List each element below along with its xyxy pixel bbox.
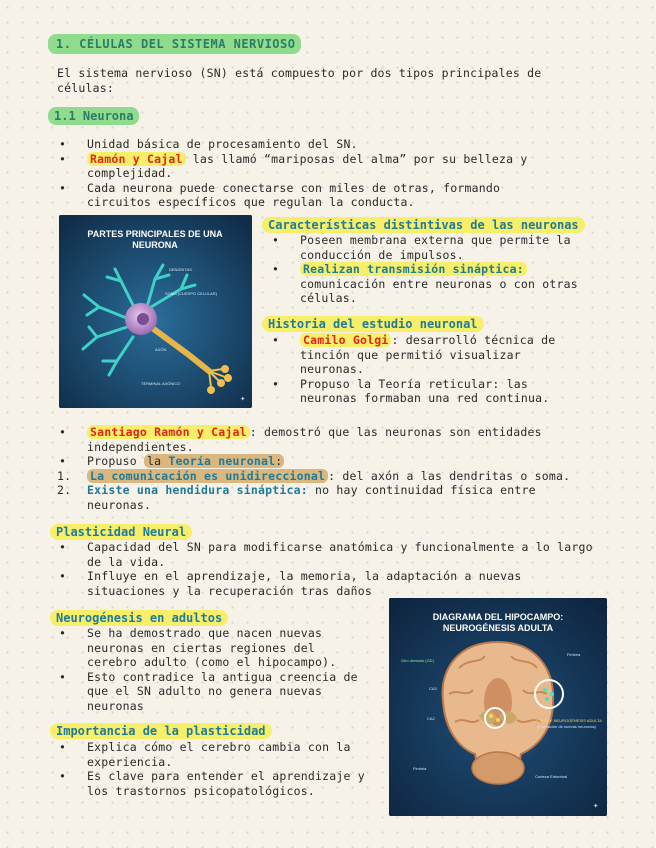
- bullet-text: Cada neurona puede conectarse con miles de otras, formando circuitos específicos que regulan la conducta.: [87, 180, 501, 209]
- section-heading: 1. CÉLULAS DEL SISTEMA NERVIOSO: [48, 34, 301, 54]
- neurogenesis-list: [57, 626, 369, 713]
- bullet-text: Se ha demostrado que nacen nuevas neuronas en ciertas regiones del cerebro adulto (como el hipocampo).: [87, 626, 337, 669]
- label-ca3: CA3: [429, 686, 437, 691]
- label-formacion: (Formación de nuevas neuronas): [537, 724, 596, 729]
- bullet-text: Propuso: [87, 454, 144, 468]
- label-fimbria-bottom: Fimbria: [413, 766, 427, 771]
- item-text: : del axón a las dendritas o soma.: [328, 468, 571, 483]
- list-item: [57, 769, 391, 798]
- highlight-term: Existe una hendidura sináptica:: [87, 483, 308, 497]
- cajal-block: [57, 425, 602, 512]
- bullet-text: comunicación entre neuronas o con otras células.: [300, 276, 578, 305]
- numbered-item: [57, 469, 602, 484]
- list-item: [57, 425, 602, 454]
- caracteristicas-heading: Características distintivas de las neuronas: [262, 217, 585, 233]
- historia-heading: Historia del estudio neuronal: [262, 316, 484, 332]
- neuron-diagram-icon: [59, 215, 252, 408]
- highlight-name: Camilo Golgi: [300, 333, 391, 347]
- list-item: [57, 454, 602, 469]
- importancia-heading: Importancia de la plasticidad: [50, 723, 272, 739]
- brain-diagram-icon: [389, 598, 607, 816]
- bullet-text: Poseen membrana externa que permite la conducción de impulsos.: [300, 233, 571, 262]
- sparkle-icon: ✦: [593, 801, 599, 811]
- bullet-text: las llamó “mariposas del alma” por su belleza y complejidad.: [87, 151, 528, 180]
- neurogenesis-heading: Neurogénesis en adultos: [50, 610, 228, 626]
- list-item: [270, 377, 570, 406]
- neurona-list: [57, 137, 557, 210]
- plasticidad-list: [57, 540, 597, 598]
- bullet-text: Propuso la Teoría reticular: las neuronas formaban una red continua.: [300, 376, 550, 405]
- list-item: [57, 569, 597, 598]
- plasticidad-heading: Plasticidad Neural: [50, 524, 192, 540]
- label-terminal: TERMINAL AXÓNICO: [141, 381, 181, 386]
- bullet-text: Es clave para entender el aprendizaje y los trastornos psicopatológicos.: [87, 769, 365, 798]
- historia-list: [270, 333, 570, 406]
- label-giro-dentado: Giro dentado (GD): [401, 658, 434, 663]
- label-zona-neurogenesis: ZONA DE NEUROGÉNESIS ADULTA: [535, 718, 602, 723]
- list-item: [57, 740, 391, 769]
- hippocampus-illustration: [389, 598, 607, 816]
- importancia-list: [57, 740, 391, 798]
- list-item: [57, 626, 369, 670]
- bullet-text: : demostró que las neuronas son entidades independientes.: [87, 425, 542, 454]
- neuron-illustration: [59, 215, 252, 408]
- sparkle-icon: ✦: [240, 394, 246, 404]
- highlight-name: Ramón y Cajal: [87, 152, 186, 166]
- list-item: [270, 233, 605, 262]
- highlight-text: la: [147, 454, 169, 468]
- neurona-heading: 1.1 Neurona: [48, 107, 139, 125]
- bullet-text: Capacidad del SN para modificarse anatómica y funcionalmente a lo largo de la vida.: [87, 540, 593, 569]
- label-fimbria-top: Fimbria: [567, 652, 581, 657]
- list-item: [57, 670, 369, 714]
- list-item: [270, 333, 570, 377]
- highlight-term: La comunicación es unidireccional: [87, 469, 328, 483]
- label-dendritas: DENDRITAS: [169, 267, 192, 272]
- bullet-text: Unidad básica de procesamiento del SN.: [87, 137, 358, 151]
- bullet-text: Influye en el aprendizaje, la memoria, la adaptación a nuevas situaciones y la recuperación tras daños: [87, 569, 522, 598]
- label-soma: SOMA (CUERPO CELULAR): [165, 291, 218, 296]
- item-number: 1.: [57, 468, 72, 483]
- intro-text: El sistema nervioso (SN) está compuesto por dos tipos principales de células:: [57, 66, 542, 95]
- label-corteza: Corteza Entorrinal: [535, 774, 568, 779]
- highlight-term: Realizan transmisión sináptica:: [300, 262, 527, 276]
- label-ca2: CA2: [427, 716, 435, 721]
- bullet-text: : desarrolló técnica de tinción que permitió visualizar neuronas.: [300, 333, 556, 376]
- highlight-name: Santiago Ramón y Cajal: [87, 425, 250, 439]
- numbered-item: [57, 483, 602, 512]
- item-number: 2.: [57, 483, 72, 497]
- list-item: [57, 152, 557, 181]
- image-title: PARTES PRINCIPALES DE UNA NEURONA: [87, 229, 223, 250]
- bullet-text: Explica cómo el cerebro cambia con la experiencia.: [87, 740, 351, 769]
- list-item: [270, 262, 605, 306]
- bullet-text: Esto contradice la antigua creencia de que el SN adulto no genera nuevas neuronas: [87, 669, 358, 713]
- highlight-text: :: [275, 454, 283, 468]
- highlight-term: Teoría neuronal: [168, 454, 276, 468]
- item-text: no hay continuidad física entre neuronas.: [87, 483, 536, 512]
- list-item: [57, 181, 557, 210]
- label-axon: AXÓN: [155, 347, 167, 352]
- caracteristicas-list: [270, 233, 605, 306]
- list-item: [57, 540, 597, 569]
- image-title: DIAGRAMA DEL HIPOCAMPO: NEUROGÉNESIS ADULTA: [432, 612, 564, 633]
- list-item: [57, 137, 557, 152]
